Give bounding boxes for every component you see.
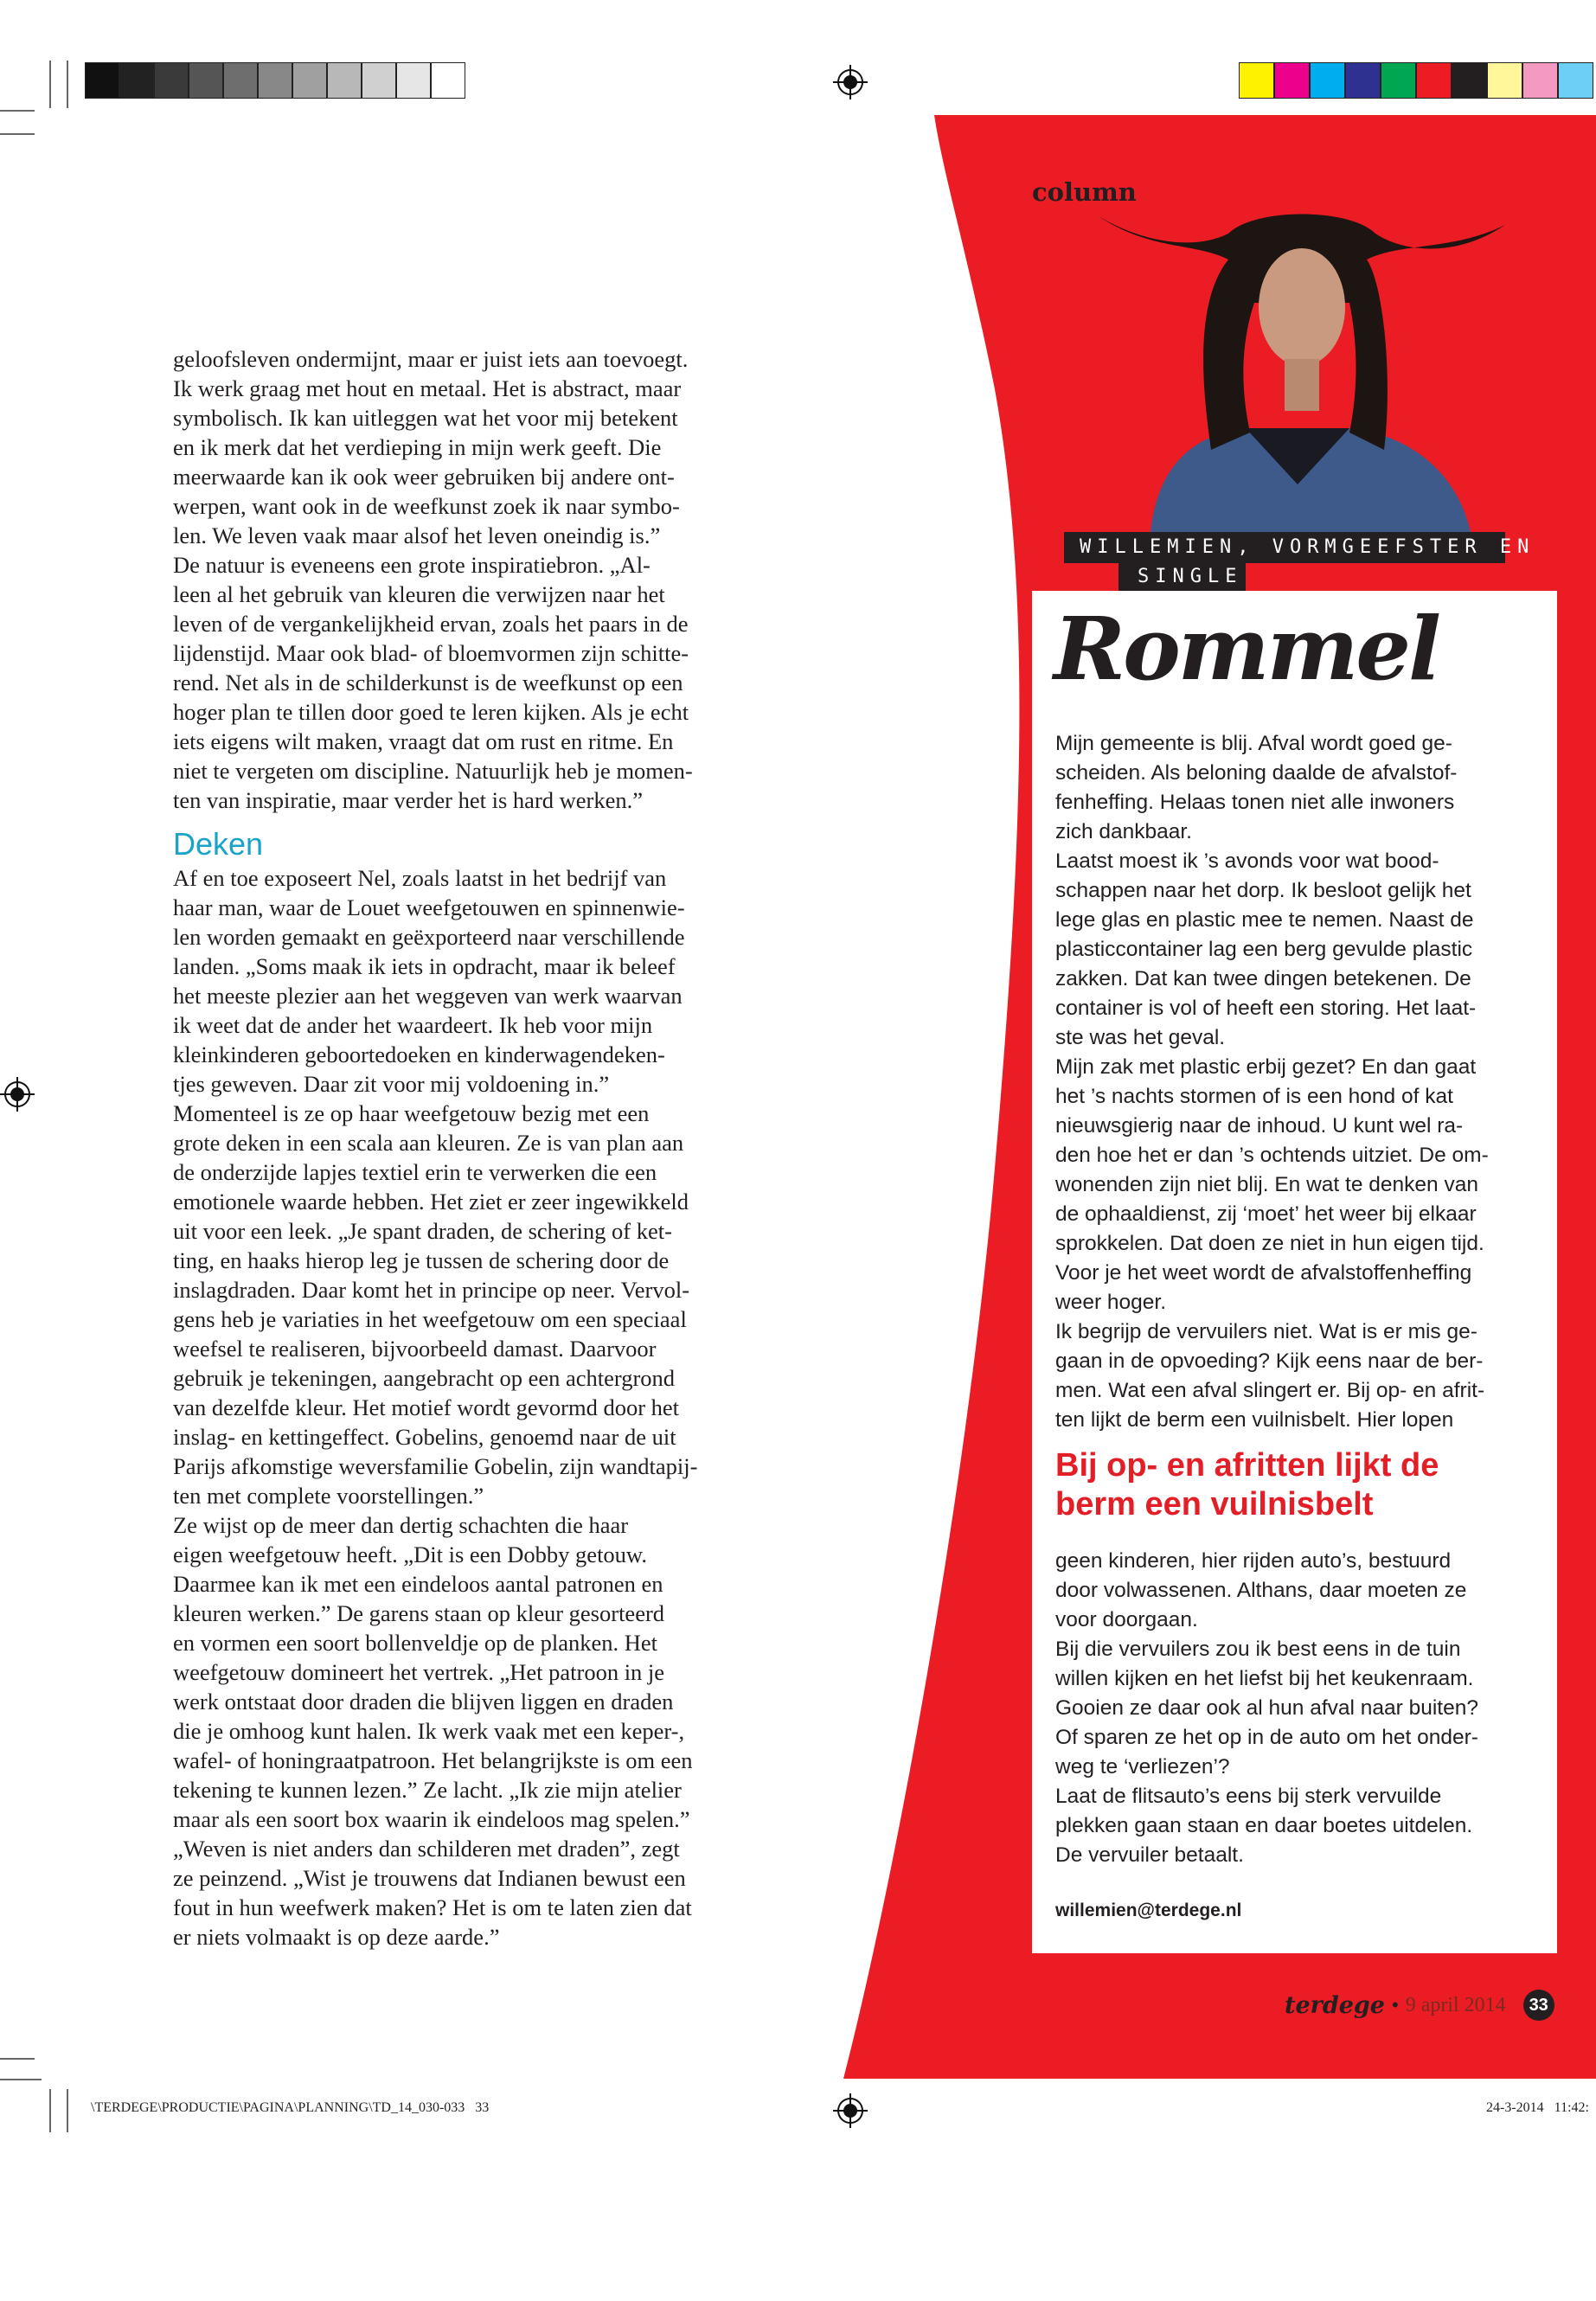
text-line: meerwaarde kan ik ook weer gebruiken bij andere ont- [173, 464, 675, 490]
text-line: werk ontstaat door draden die blijven liggen en draden [173, 1689, 674, 1715]
footer [1285, 1990, 1554, 2021]
text-line: emotionele waarde hebben. Het ziet er zeer ingewikkeld [173, 1189, 689, 1215]
text-line: iets eigens wilt maken, vraagt dat om rust en ritme. En [173, 728, 674, 754]
text-line: fenheffing. Helaas tonen niet alle inwoners [1055, 791, 1455, 814]
color-swatch [396, 62, 431, 99]
text-line: door volwassenen. Althans, daar moeten ze [1055, 1579, 1467, 1602]
text-line: het meeste plezier aan het weggeven van werk waarvan [173, 983, 683, 1009]
text-line: Momenteel is ze op haar weefgetouw bezig met een [173, 1100, 650, 1126]
byline-line-2: SINGLE [1118, 562, 1246, 591]
pull-quote-line: berm een vuilnisbelt [1055, 1486, 1374, 1522]
color-swatch [189, 62, 223, 99]
color-swatch [431, 62, 465, 99]
text-line: Laatst moest ik ’s avonds voor wat bood- [1055, 849, 1439, 873]
text-line: Gooien ze daar ook al hun afval naar buiten? [1055, 1696, 1478, 1720]
text-line: ste was het geval. [1055, 1026, 1226, 1049]
text-line: rend. Net als in de schilderkunst is de weefkunst op een [173, 670, 683, 695]
color-swatch [292, 62, 327, 99]
color-swatch [1239, 62, 1274, 99]
footer-brand: terdege [1285, 1991, 1385, 2019]
text-line: ten lijkt de berm een vuilnisbelt. Hier lopen [1055, 1408, 1454, 1432]
text-line: lijdenstijd. Maar ook blad- of bloemvormen zijn schitte- [173, 640, 689, 666]
color-swatch [119, 62, 154, 99]
text-line: Laat de flitsauto’s eens bij sterk vervuilde [1055, 1785, 1442, 1808]
text-line: den hoe het er dan ’s ochtends uitziet. De om- [1055, 1144, 1489, 1167]
text-line: haar man, waar de Louet weefgetouwen en spinnenwie- [173, 894, 685, 920]
text-line: nieuwsgierig naar de inhoud. U kunt wel ra- [1055, 1114, 1464, 1138]
text-line: weefsel te realiseren, bijvoorbeeld damast. Daarvoor [173, 1336, 657, 1362]
text-line: geloofsleven ondermijnt, maar er juist iets aan toevoegt. [173, 346, 689, 372]
color-swatch [223, 62, 258, 99]
text-line: leven of de vergankelijkheid ervan, zoals het paars in de [173, 611, 689, 637]
text-line: uit voor een leek. „Je spant draden, de schering of ket- [173, 1218, 672, 1244]
text-line: hoger plan te tillen door goed te leren kijken. Als je echt [173, 699, 689, 725]
registration-mark-top [833, 65, 868, 99]
text-line: gaan in de opvoeding? Kijk eens naar de ber- [1055, 1349, 1484, 1373]
text-line: Of sparen ze het op in de auto om het onder- [1055, 1726, 1478, 1749]
text-line: geen kinderen, hier rijden auto’s, bestuurd [1055, 1549, 1452, 1573]
text-line: Parijs afkomstige weversfamilie Gobelin, zijn wandtapij- [173, 1453, 698, 1479]
text-line: voor doorgaan. [1055, 1608, 1198, 1631]
text-line: fout in hun weefwerk maken? Het is om te laten zien dat [173, 1894, 692, 1920]
text-line: symbolisch. Ik kan uitleggen wat het voor mij betekent [173, 405, 678, 431]
text-line: ik weet dat de ander het waardeert. Ik heb voor mijn [173, 1012, 653, 1038]
color-swatch [1487, 62, 1522, 99]
text-line: plasticcontainer lag een berg gevulde plastic [1055, 938, 1473, 961]
color-swatch [1310, 62, 1345, 99]
text-line: De natuur is eveneens een grote inspiratiebron. „Al- [173, 552, 651, 578]
article-left-column [173, 344, 744, 1952]
text-line: ten van inspiratie, maar verder het is hard werken.” [173, 787, 644, 813]
text-line: Mijn zak met plastic erbij gezet? En dan gaat [1055, 1055, 1477, 1079]
text-line: lege glas en plastic mee te nemen. Naast de [1055, 908, 1474, 932]
print-slug-timestamp: 24-3-2014 11:42: [1486, 2100, 1589, 2115]
text-line: leen al het gebruik van kleuren die verwijzen naar het [173, 581, 665, 607]
text-line: zakken. Dat kan twee dingen betekenen. De [1055, 967, 1471, 990]
column-title: Rommel [1054, 598, 1439, 700]
byline-line-1: WILLEMIEN, VORMGEEFSTER EN [1064, 532, 1505, 563]
text-line: landen. „Soms maak ik iets in opdracht, maar ik beleef [173, 953, 676, 979]
text-line: tjes geweven. Daar zit voor mij voldoening in.” [173, 1071, 610, 1097]
text-line: weg te ‘verliezen’? [1055, 1755, 1230, 1779]
text-line: de onderzijde lapjes textiel erin te verwerken die een [173, 1159, 657, 1185]
color-swatch [1452, 62, 1487, 99]
color-swatch [154, 62, 189, 99]
text-line: Voor je het weet wordt de afvalstoffenheffing [1055, 1261, 1472, 1285]
text-line: scheiden. Als beloning daalde de afvalstof- [1055, 761, 1458, 785]
text-line: Daarmee kan ik met een eindeloos aantal patronen en [173, 1571, 663, 1597]
text-line: weefgetouw domineert het vertrek. „Het patroon in je [173, 1659, 665, 1685]
text-line: Bij die vervuilers zou ik best eens in de tuin [1055, 1638, 1461, 1661]
text-line: ting, en haaks hierop leg je tussen de schering door de [173, 1247, 670, 1273]
footer-date: 9 april 2014 [1405, 1993, 1506, 2016]
text-line: maar als een soort box waarin ik eindeloos mag spelen.” [173, 1806, 690, 1832]
text-line: het ’s nachts stormen of is een hond of kat [1055, 1085, 1453, 1108]
article-right-column [1055, 729, 1548, 1926]
pull-quote-line: Bij op- en afritten lijkt de [1055, 1447, 1439, 1484]
footer-separator: • [1392, 1994, 1399, 2016]
text-line: zich dankbaar. [1055, 820, 1192, 843]
text-line: die je omhoog kunt halen. Ik werk vaak met een keper-, [173, 1718, 685, 1744]
text-line: kleuren werken.” De garens staan op kleur gesorteerd [173, 1600, 665, 1626]
subheading-deken: Deken [173, 826, 264, 862]
page-number-badge: 33 [1523, 1990, 1554, 2021]
text-line: sprokkelen. Dat doen ze niet in hun eigen tijd. [1055, 1232, 1484, 1255]
text-line: eigen weefgetouw heeft. „Dit is een Dobby getouw. [173, 1541, 647, 1567]
text-line: schappen naar het dorp. Ik besloot gelijk het [1055, 879, 1471, 902]
text-line: plekken gaan staan en daar boetes uitdelen. [1055, 1814, 1473, 1837]
color-swatch [1416, 62, 1452, 99]
text-line: wafel- of honingraatpatroon. Het belangrijkste is om een [173, 1747, 693, 1773]
color-swatch [1522, 62, 1558, 99]
color-swatch [362, 62, 396, 99]
registration-mark-bottom [833, 2093, 868, 2128]
text-line: grote deken in een scala aan kleuren. Ze is van plan aan [173, 1130, 684, 1156]
text-line: weer hoger. [1055, 1291, 1167, 1314]
text-line: De vervuiler betaalt. [1055, 1843, 1244, 1867]
crop-marks [0, 61, 67, 2132]
text-line: container is vol of heeft een storing. Het laat- [1055, 997, 1477, 1020]
color-swatch [85, 62, 119, 99]
text-line: inslagdraden. Daar komt het in principe op neer. Vervol- [173, 1277, 690, 1303]
text-line: inslag- en kettingeffect. Gobelins, genoemd naar de uit [173, 1424, 676, 1450]
text-line: en vormen een soort bollenveldje op de planken. Het [173, 1630, 658, 1656]
text-line: willen kijken en het liefst bij het keukenraam. [1055, 1667, 1474, 1690]
text-line: er niets volmaakt is op deze aarde.” [173, 1924, 500, 1950]
text-line: en ik merk dat het verdieping in mijn werk geeft. Die [173, 434, 662, 460]
text-line: van dezelfde kleur. Het motief wordt gevormd door het [173, 1394, 680, 1420]
color-swatch [1345, 62, 1381, 99]
text-line: Ik werk graag met hout en metaal. Het is abstract, maar [173, 375, 682, 401]
color-swatch [1274, 62, 1310, 99]
text-line: kleinkinderen geboortedoeken en kinderwagendeken- [173, 1042, 665, 1067]
text-line: len. We leven vaak maar alsof het leven oneindig is.” [173, 522, 661, 548]
text-line: Mijn gemeente is blij. Afval wordt goed ge- [1055, 732, 1452, 755]
section-label: column [1032, 177, 1137, 207]
author-email: willemien@terdege.nl [1055, 1900, 1242, 1920]
print-slug-path: \TERDEGE\PRODUCTIE\PAGINA\PLANNING\TD_14_030-033 33 [91, 2100, 490, 2115]
text-line: ze peinzend. „Wist je trouwens dat Indianen bewust een [173, 1865, 686, 1891]
text-line: gebruik je tekeningen, aangebracht op een achtergrond [173, 1365, 676, 1391]
text-line: niet te vergeten om discipline. Natuurlijk heb je momen- [173, 758, 693, 784]
text-line: Af en toe exposeert Nel, zoals laatst in het bedrijf van [173, 865, 667, 891]
text-line: gens heb je variaties in het weefgetouw om een speciaal [173, 1306, 687, 1332]
text-line: men. Wat een afval slingert er. Bij op- en afrit- [1055, 1379, 1485, 1402]
text-line: de ophaaldienst, zij ‘moet’ het weer bij elkaar [1055, 1202, 1477, 1226]
text-line: tekening te kunnen lezen.” Ze lacht. „Ik zie mijn atelier [173, 1777, 682, 1803]
text-line: wonenden zijn niet blij. En wat te denken van [1055, 1173, 1478, 1196]
color-swatch [1381, 62, 1416, 99]
text-line: werpen, want ook in de weefkunst zoek ik naar symbo- [173, 493, 680, 519]
pull-quote [1055, 1446, 1548, 1524]
color-swatch [258, 62, 292, 99]
text-line: Ik begrijp de vervuilers niet. Wat is er mis ge- [1055, 1320, 1477, 1343]
text-line: ten met complete voorstellingen.” [173, 1483, 484, 1509]
registration-mark-left [0, 1077, 35, 1112]
color-swatch [1558, 62, 1593, 99]
color-swatch [327, 62, 362, 99]
text-line: Ze wijst op de meer dan dertig schachten die haar [173, 1512, 629, 1538]
text-line: len worden gemaakt en geëxporteerd naar verschillende [173, 924, 685, 950]
text-line: „Weven is niet anders dan schilderen met draden”, zegt [173, 1836, 680, 1862]
